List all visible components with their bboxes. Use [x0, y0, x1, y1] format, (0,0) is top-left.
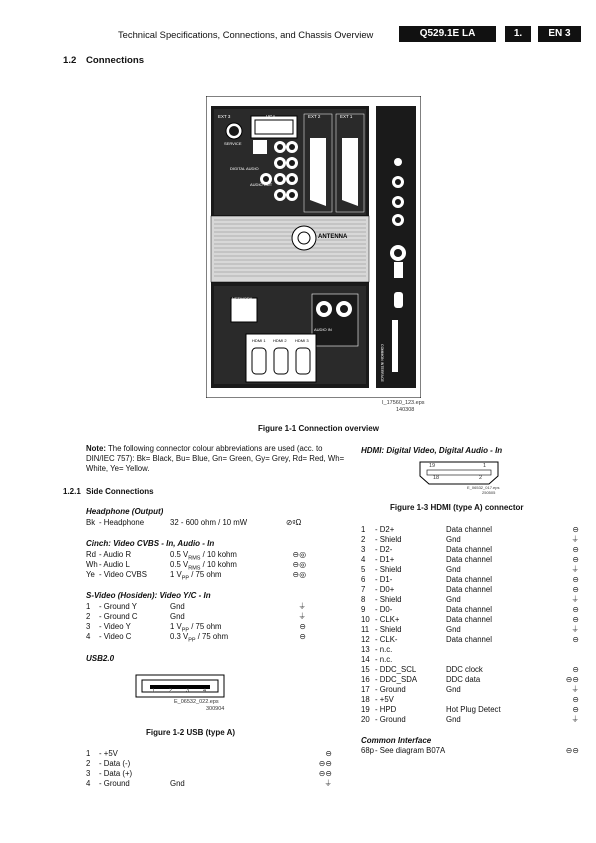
row-col2: - Ground	[99, 779, 130, 788]
table-row	[86, 779, 348, 789]
value-subscript: RMS	[188, 555, 201, 562]
label-audio-in: AUDIO IN	[314, 327, 332, 332]
row-col2: - +5V	[375, 695, 394, 704]
row-col3: Data channel	[446, 525, 492, 534]
row-col2: - D2-	[375, 545, 393, 554]
row-col1: Ye	[86, 570, 95, 579]
row-col2: - Shield	[375, 625, 402, 634]
table-row	[361, 675, 581, 685]
table-row	[361, 525, 581, 535]
hdmi-pin-1: 1	[483, 463, 487, 469]
table-row	[86, 749, 348, 759]
row-col1: 8	[361, 595, 366, 604]
hdmi-pin-18: 18	[433, 475, 440, 481]
header-title: Technical Specifications, Connections, and Chassis Overview	[118, 29, 374, 40]
table-row	[86, 632, 348, 642]
row-col3: Data channel	[446, 555, 492, 564]
row-col3	[170, 632, 228, 646]
row-icon: ⊖	[572, 605, 579, 614]
value-subscript: PP	[181, 627, 190, 634]
row-col3: Gnd	[446, 625, 461, 634]
ci-row	[361, 746, 581, 756]
table-row	[361, 555, 581, 565]
headphone-icon: ⊘ᵍΩ	[286, 518, 302, 527]
fig3-caption: Figure 1-3 HDMI (type A) connector	[390, 503, 524, 512]
row-icon: ⊖	[572, 555, 579, 564]
table-row	[361, 645, 581, 655]
row-icon: ⏚	[571, 535, 579, 544]
value-unit: / 75 ohm	[189, 622, 222, 631]
hdmi-connector-drawing	[419, 461, 499, 485]
row-col1: 19	[361, 705, 370, 714]
row-col1: 11	[361, 625, 370, 634]
section-badge: 1.	[505, 26, 531, 42]
row-icon: ⏚	[571, 595, 579, 604]
table-row	[361, 615, 581, 625]
usb-pin-4: 4	[203, 688, 207, 694]
row-icon: ⊖	[572, 615, 579, 624]
row-icon: ⊖◎	[292, 560, 306, 569]
row-col2: - D1+	[375, 555, 395, 564]
row-col1: 9	[361, 605, 366, 614]
label-hdmi1: HDMI 1	[252, 338, 266, 343]
row-col2: - Video CVBS	[99, 570, 147, 579]
row-icon: ⊖◎	[292, 550, 306, 559]
value-text: 0.3 V	[170, 632, 189, 641]
row-col3: Gnd	[446, 565, 461, 574]
value-text: 1 V	[170, 622, 182, 631]
row-col2: - Ground	[375, 715, 406, 724]
value-text: Gnd	[170, 612, 185, 621]
table-row	[86, 570, 348, 580]
row-icon: ⊖	[299, 632, 306, 641]
row-icon: ⊖⊖	[318, 759, 332, 768]
row-col2: - Shield	[375, 565, 402, 574]
table-row	[361, 595, 581, 605]
section-number: 1.2	[63, 55, 77, 66]
row-col1: 15	[361, 665, 370, 674]
row-col1: 4	[86, 632, 91, 641]
row-icon: ⊖	[572, 665, 579, 674]
row-icon: ⏚	[571, 565, 579, 574]
row-icon: ⊖⊖	[565, 675, 579, 684]
row-col3: Data channel	[446, 615, 492, 624]
row-col2: - Ground	[375, 685, 406, 694]
model-badge: Q529.1E LA	[399, 26, 496, 42]
row-col2: - Audio R	[99, 550, 132, 559]
usb-pin-3: 3	[186, 688, 190, 694]
row-col1: 10	[361, 615, 370, 624]
table-row	[361, 545, 581, 555]
row-col2: - D0-	[375, 605, 393, 614]
row-col2: - D1-	[375, 575, 393, 584]
row-col1: 3	[86, 769, 91, 778]
row-col1: 7	[361, 585, 366, 594]
table-row	[361, 665, 581, 675]
row-col3: DDC data	[446, 675, 481, 684]
row-col1: 1	[86, 749, 91, 758]
row-col1: 4	[86, 779, 91, 788]
row-col2: - Shield	[375, 595, 402, 604]
row-col3: Data channel	[446, 605, 492, 614]
note-label: Note:	[86, 444, 106, 453]
row-col1: 13	[361, 645, 370, 654]
row-col3: Data channel	[446, 585, 492, 594]
headphone-title: Headphone (Output)	[86, 507, 164, 516]
row-icon: ⊖	[572, 695, 579, 704]
row-col2: - Video C	[99, 632, 132, 641]
row-col1: 2	[86, 612, 91, 621]
table-row	[361, 535, 581, 545]
row-icon: ⊖	[572, 585, 579, 594]
row-col1: 16	[361, 675, 370, 684]
fig3-file: E_06532_017.eps	[467, 485, 500, 490]
row-icon: ⊖◎	[292, 570, 306, 579]
hdmi-pin-2: 2	[479, 475, 483, 481]
usb-pin-2: 2	[169, 688, 173, 694]
table-row	[86, 759, 348, 769]
row-col3: Gnd	[446, 535, 461, 544]
row-col1: 14	[361, 655, 370, 664]
row-col1: 2	[361, 535, 366, 544]
label-digital-audio: DIGITAL AUDIO	[230, 166, 259, 171]
row-icon: ⊖	[325, 749, 332, 758]
ci-icon: ⊖⊖	[565, 746, 579, 755]
row-icon: ⊖	[572, 575, 579, 584]
hdmi-title: HDMI: Digital Video, Digital Audio - In	[361, 446, 503, 455]
table-row	[86, 560, 348, 570]
value-unit: / 75 ohm	[195, 632, 229, 641]
row-icon: ⏚	[571, 685, 579, 694]
table-row	[361, 575, 581, 585]
row-col1: 6	[361, 575, 366, 584]
fig1-caption: Figure 1-1 Connection overview	[258, 424, 379, 433]
fig2-caption: Figure 1-2 USB (type A)	[146, 728, 236, 737]
row-col1: 1	[361, 525, 366, 534]
table-row	[361, 695, 581, 705]
table-row	[361, 585, 581, 595]
cinch-title: Cinch: Video CVBS - In, Audio - In	[86, 539, 215, 548]
row-col1: 1	[86, 602, 91, 611]
row-col1: 20	[361, 715, 370, 724]
table-row	[361, 655, 581, 665]
label-audio-out: AUDIO OUT	[250, 182, 273, 187]
value-text: 1 V	[170, 570, 182, 579]
hdmi-pin-19: 19	[429, 463, 436, 469]
row-col3: 32 - 600 ohm / 10 mW	[170, 518, 248, 527]
row-col2: - DDC_SCL	[375, 665, 417, 674]
row-col3: Data channel	[446, 635, 492, 644]
label-antenna: ANTENNA	[318, 234, 348, 240]
row-col1: 5	[361, 565, 366, 574]
table-row	[361, 605, 581, 615]
row-icon: ⊖	[572, 635, 579, 644]
value-text: Gnd	[170, 602, 185, 611]
row-col2: - Audio L	[99, 560, 130, 569]
row-col1: 68p	[361, 746, 375, 755]
row-col1: 17	[361, 685, 370, 694]
row-icon: ⏚	[298, 612, 306, 621]
row-col1: 4	[361, 555, 366, 564]
table-row	[86, 602, 348, 612]
row-col3: Gnd	[446, 715, 461, 724]
fig3-date: 250505	[482, 490, 496, 495]
row-col1: 3	[86, 622, 91, 631]
table-row	[86, 622, 348, 632]
subsection-title: Side Connections	[86, 487, 154, 496]
fig2-date: 300904	[206, 706, 225, 712]
row-col2: - Ground C	[99, 612, 138, 621]
row-icon: ⊖	[572, 525, 579, 534]
row-icon: ⊖⊖	[318, 769, 332, 778]
label-vga: VGA	[266, 114, 276, 119]
usb-connector-drawing	[135, 674, 225, 698]
table-row	[86, 769, 348, 779]
row-icon: ⊖	[299, 622, 306, 631]
note-text: The following connector colour abbreviations are used (acc. to DIN/IEC 757): Bk= Black, Bu= Blue, Gn= Green, Gy= Grey, Rd= Red, Wh= White, Ye= Yellow.	[86, 444, 345, 473]
row-col1: 12	[361, 635, 370, 644]
row-col2: - DDC_SDA	[375, 675, 418, 684]
label-service: SERVICE	[224, 141, 242, 146]
subsection-number: 1.2.1	[63, 487, 81, 496]
row-col2: - +5V	[99, 749, 118, 758]
svideo-title: S-Video (Hosiden): Video Y/C - In	[86, 591, 211, 600]
row-col2: - Video Y	[99, 622, 131, 631]
table-row	[361, 625, 581, 635]
row-col1: Bk	[86, 518, 96, 527]
usb-pin-1: 1	[152, 688, 156, 694]
connection-overview-figure	[206, 96, 421, 398]
section-title: Connections	[86, 55, 145, 66]
value-unit: / 75 ohm	[189, 570, 222, 579]
row-col2: - Data (-)	[99, 759, 131, 768]
row-col2: - CLK+	[375, 615, 400, 624]
row-col2: - Ground Y	[99, 602, 137, 611]
row-col2: - n.c.	[375, 645, 393, 654]
row-col1: 18	[361, 695, 370, 704]
row-col1: 3	[361, 545, 366, 554]
row-col3: Data channel	[446, 545, 492, 554]
label-hdmi2: HDMI 2	[273, 338, 287, 343]
fig2-file: E_06532_022.eps	[174, 699, 219, 705]
row-col2: - HPD	[375, 705, 397, 714]
row-icon: ⏚	[571, 625, 579, 634]
headphone-row	[86, 518, 348, 528]
value-text: 0.5 V	[170, 560, 189, 569]
row-col1: Rd	[86, 550, 96, 559]
table-row	[361, 685, 581, 695]
label-ext2: EXT 2	[308, 114, 321, 119]
table-row	[361, 565, 581, 575]
row-col1: Wh	[86, 560, 98, 569]
row-icon: ⏚	[298, 602, 306, 611]
row-col2: - Data (+)	[99, 769, 133, 778]
row-icon: ⏚	[324, 779, 332, 788]
row-icon: ⊖	[572, 545, 579, 554]
row-col2: - n.c.	[375, 655, 393, 664]
label-ext1: EXT 1	[340, 114, 353, 119]
value-subscript: PP	[188, 637, 196, 644]
table-row	[86, 550, 348, 560]
fig1-date: 140308	[396, 407, 415, 413]
row-col3: Gnd	[170, 779, 185, 788]
row-col3: Gnd	[446, 685, 461, 694]
ci-title: Common Interface	[361, 736, 432, 745]
row-col2: - Headphone	[99, 518, 145, 527]
row-col3: Gnd	[446, 595, 461, 604]
table-row	[361, 705, 581, 715]
label-hdmi3: HDMI 3	[295, 338, 309, 343]
label-network: NETWORK	[232, 296, 253, 301]
row-col3: DDC clock	[446, 665, 483, 674]
label-ext3: EXT 3	[218, 114, 231, 119]
row-col3: Data channel	[446, 575, 492, 584]
row-icon: ⊖	[572, 705, 579, 714]
row-col3	[170, 570, 222, 584]
value-unit: / 10 kohm	[200, 550, 237, 559]
value-unit: / 10 kohm	[200, 560, 237, 569]
label-common-interface: COMMON INTERFACE	[380, 344, 384, 382]
usb-title: USB2.0	[86, 654, 115, 663]
row-col2: - D2+	[375, 525, 395, 534]
value-subscript: RMS	[188, 565, 201, 572]
value-text: 0.5 V	[170, 550, 189, 559]
row-col1: 2	[86, 759, 91, 768]
note-paragraph	[86, 444, 348, 474]
row-col2: - CLK-	[375, 635, 398, 644]
page-badge: EN 3	[538, 26, 581, 42]
table-row	[86, 612, 348, 622]
value-subscript: PP	[181, 575, 190, 582]
table-row	[361, 715, 581, 725]
row-icon: ⏚	[571, 715, 579, 724]
row-col3: Hot Plug Detect	[446, 705, 501, 714]
table-row	[361, 635, 581, 645]
fig1-file: I_17560_123.eps	[382, 400, 425, 406]
row-col2: - See diagram B07A	[375, 746, 446, 755]
row-col2: - D0+	[375, 585, 395, 594]
row-col2: - Shield	[375, 535, 402, 544]
